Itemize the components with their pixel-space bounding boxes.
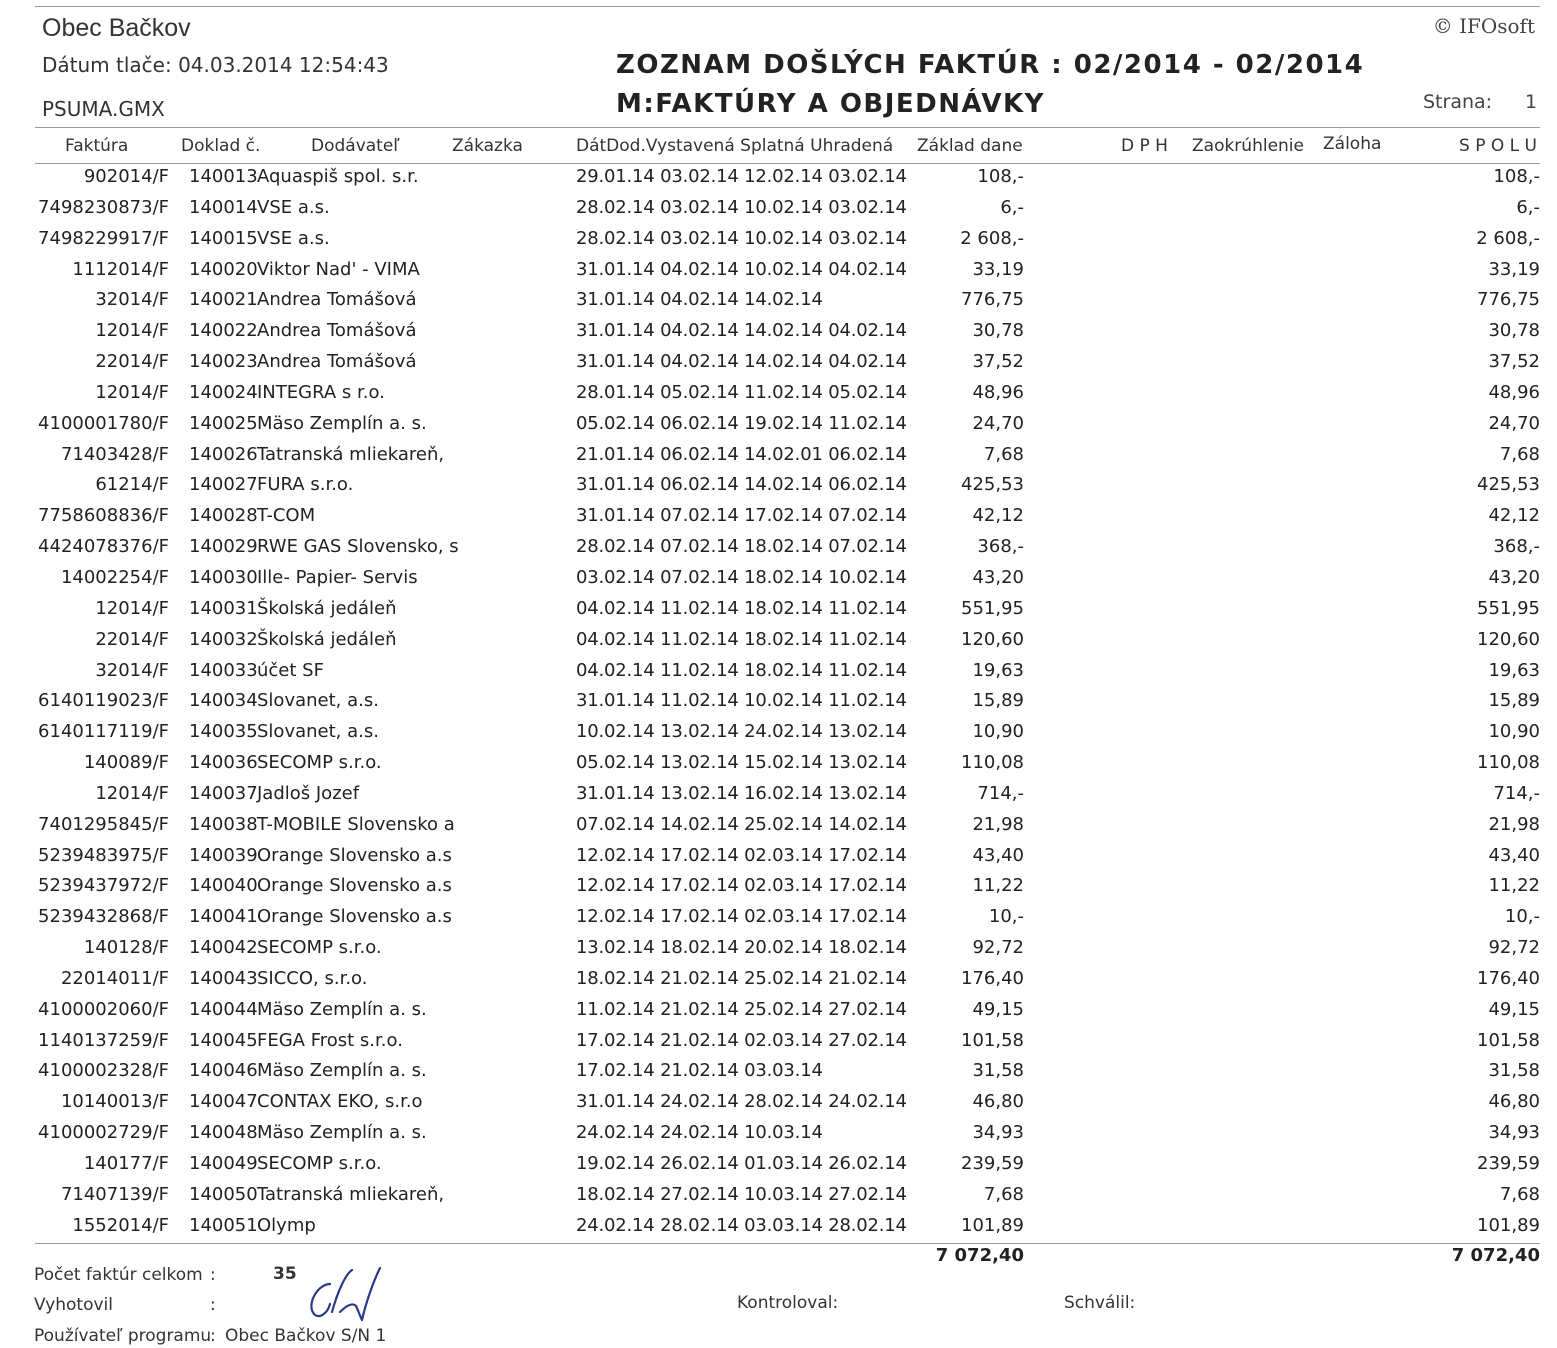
document-number: 140022 bbox=[189, 320, 258, 342]
supplier-name: SECOMP s.r.o. bbox=[257, 937, 382, 959]
invoice-number: 6140117119/F bbox=[38, 721, 169, 743]
document-number: 140040 bbox=[189, 875, 258, 897]
total-amount: 24,70 bbox=[1488, 412, 1540, 434]
invoice-number: 71403428/F bbox=[60, 443, 169, 465]
invoice-dates: 05.02.14 06.02.14 19.02.14 11.02.14 bbox=[576, 412, 907, 434]
invoice-dates: 05.02.14 13.02.14 15.02.14 13.02.14 bbox=[576, 752, 907, 774]
approved-by-label: Schválil: bbox=[1064, 1293, 1136, 1313]
total-amount: 551,95 bbox=[1477, 597, 1540, 619]
invoice-dates: 28.02.14 03.02.14 10.02.14 03.02.14 bbox=[576, 196, 907, 218]
tax-base-amount: 776,75 bbox=[961, 289, 1024, 311]
document-number: 140042 bbox=[189, 937, 258, 959]
document-number: 140029 bbox=[189, 536, 258, 558]
invoice-dates: 18.02.14 21.02.14 25.02.14 21.02.14 bbox=[576, 967, 907, 989]
document-number: 140024 bbox=[189, 381, 258, 403]
invoice-number: 4100002060/F bbox=[38, 998, 169, 1020]
tax-base-amount: 108,- bbox=[977, 166, 1024, 187]
invoice-number: 14002254/F bbox=[60, 566, 169, 588]
invoice-dates: 31.01.14 24.02.14 28.02.14 24.02.14 bbox=[576, 1091, 907, 1113]
tax-base-amount: 120,60 bbox=[961, 628, 1024, 650]
total-amount: 714,- bbox=[1493, 782, 1540, 804]
invoice-number: 22014/F bbox=[95, 351, 169, 373]
supplier-name: VSE a.s. bbox=[257, 227, 330, 249]
document-number: 140050 bbox=[189, 1183, 258, 1205]
total-amount: 33,19 bbox=[1488, 258, 1540, 280]
invoice-number: 22014011/F bbox=[60, 967, 169, 989]
invoice-table bbox=[0, 164, 1557, 1244]
table-row bbox=[0, 226, 1557, 257]
document-number: 140025 bbox=[189, 412, 258, 434]
tax-base-amount: 11,22 bbox=[972, 875, 1024, 897]
invoice-number: 4100002328/F bbox=[38, 1060, 169, 1082]
invoice-number: 12014/F bbox=[95, 782, 169, 804]
checked-by-label: Kontroloval: bbox=[737, 1293, 839, 1313]
total-amount: 425,53 bbox=[1477, 474, 1540, 496]
total-amount: 239,59 bbox=[1477, 1153, 1540, 1174]
table-row bbox=[0, 966, 1557, 997]
table-row bbox=[0, 287, 1557, 318]
tax-base-amount: 10,- bbox=[988, 906, 1024, 928]
document-number: 140030 bbox=[189, 566, 258, 588]
table-row bbox=[0, 442, 1557, 473]
invoice-dates: 19.02.14 26.02.14 01.03.14 26.02.14 bbox=[576, 1153, 907, 1174]
supplier-name: VSE a.s. bbox=[257, 196, 330, 218]
table-row bbox=[0, 318, 1557, 349]
invoice-dates: 17.02.14 21.02.14 02.03.14 27.02.14 bbox=[576, 1029, 907, 1051]
invoice-number: 5239483975/F bbox=[38, 844, 169, 866]
supplier-name: SECOMP s.r.o. bbox=[257, 1153, 382, 1174]
table-row bbox=[0, 997, 1557, 1028]
tax-base-amount: 92,72 bbox=[972, 937, 1024, 959]
total-amount: 34,93 bbox=[1488, 1122, 1540, 1144]
supplier-name: Jadloš Jozef bbox=[257, 782, 360, 804]
supplier-name: T-MOBILE Slovensko a bbox=[257, 813, 455, 835]
total-amount: 43,40 bbox=[1488, 844, 1540, 866]
tax-base-amount: 24,70 bbox=[972, 412, 1024, 434]
invoice-dates: 24.02.14 28.02.14 03.03.14 28.02.14 bbox=[576, 1214, 907, 1236]
table-row bbox=[0, 1120, 1557, 1151]
supplier-name: CONTAX EKO, s.r.o bbox=[257, 1091, 423, 1113]
table-bottom-rule bbox=[35, 1243, 1540, 1244]
document-number: 140044 bbox=[189, 998, 258, 1020]
invoice-number: 12014/F bbox=[95, 320, 169, 342]
column-header-total: S P O L U bbox=[1459, 136, 1537, 156]
column-header-supplier: Dodávateľ bbox=[311, 136, 400, 156]
total-amount: 101,89 bbox=[1477, 1214, 1540, 1236]
invoice-number: 71407139/F bbox=[60, 1183, 169, 1205]
table-row bbox=[0, 935, 1557, 966]
supplier-name: Andrea Tomášová bbox=[257, 320, 417, 342]
invoice-dates: 31.01.14 04.02.14 14.02.14 bbox=[576, 289, 823, 311]
invoice-number: 5239437972/F bbox=[38, 875, 169, 897]
total-amount: 19,63 bbox=[1488, 659, 1540, 681]
document-number: 140034 bbox=[189, 690, 258, 712]
invoice-count-value: 35 bbox=[273, 1264, 297, 1284]
total-amount: 31,58 bbox=[1488, 1060, 1540, 1082]
tax-base-amount: 34,93 bbox=[972, 1122, 1024, 1144]
supplier-name: FEGA Frost s.r.o. bbox=[257, 1029, 403, 1051]
table-row bbox=[0, 1151, 1557, 1182]
invoice-dates: 28.02.14 03.02.14 10.02.14 03.02.14 bbox=[576, 227, 907, 249]
table-row bbox=[0, 534, 1557, 565]
invoice-number: 140128/F bbox=[83, 937, 169, 959]
document-number: 140020 bbox=[189, 258, 258, 280]
document-number: 140045 bbox=[189, 1029, 258, 1051]
colon: : bbox=[210, 1295, 216, 1315]
total-amount: 368,- bbox=[1493, 536, 1540, 558]
table-row bbox=[0, 1182, 1557, 1213]
supplier-name: Slovanet, a.s. bbox=[257, 690, 379, 712]
supplier-name: Tatranská mliekareň, bbox=[257, 1183, 445, 1205]
total-amount: 15,89 bbox=[1488, 690, 1540, 712]
tax-base-amount: 239,59 bbox=[961, 1153, 1024, 1174]
supplier-name: Slovanet, a.s. bbox=[257, 721, 379, 743]
document-number: 140036 bbox=[189, 752, 258, 774]
tax-base-amount: 15,89 bbox=[972, 690, 1024, 712]
invoice-number: 4424078376/F bbox=[38, 536, 169, 558]
supplier-name: Mäso Zemplín a. s. bbox=[257, 998, 427, 1020]
colon: : bbox=[210, 1265, 216, 1285]
table-row bbox=[0, 565, 1557, 596]
tax-base-amount: 714,- bbox=[977, 782, 1024, 804]
invoice-number: 140089/F bbox=[83, 752, 169, 774]
invoice-dates: 31.01.14 13.02.14 16.02.14 13.02.14 bbox=[576, 782, 907, 804]
document-number: 140041 bbox=[189, 906, 258, 928]
supplier-name: Andrea Tomášová bbox=[257, 351, 417, 373]
table-row bbox=[0, 503, 1557, 534]
tax-base-amount: 48,96 bbox=[972, 381, 1024, 403]
program-user-label: Používateľ programu bbox=[34, 1326, 212, 1346]
invoice-dates: 11.02.14 21.02.14 25.02.14 27.02.14 bbox=[576, 998, 907, 1020]
supplier-name: Orange Slovensko a.s bbox=[257, 844, 452, 866]
supplier-name: Mäso Zemplín a. s. bbox=[257, 1060, 427, 1082]
supplier-name: RWE GAS Slovensko, s bbox=[257, 536, 459, 558]
supplier-name: Olymp bbox=[257, 1214, 316, 1236]
document-number: 140039 bbox=[189, 844, 258, 866]
table-row bbox=[0, 627, 1557, 658]
total-amount: 11,22 bbox=[1488, 875, 1540, 897]
total-amount: 6,- bbox=[1516, 196, 1540, 218]
invoice-dates: 04.02.14 11.02.14 18.02.14 11.02.14 bbox=[576, 597, 907, 619]
table-row bbox=[0, 1089, 1557, 1120]
tax-base-amount: 46,80 bbox=[972, 1091, 1024, 1113]
total-amount: 42,12 bbox=[1488, 505, 1540, 527]
issued-by-label: Vyhotovil bbox=[34, 1295, 113, 1315]
invoice-number: 32014/F bbox=[95, 289, 169, 311]
total-amount: 10,90 bbox=[1488, 721, 1540, 743]
tax-base-amount: 551,95 bbox=[961, 597, 1024, 619]
total-amount: 108,- bbox=[1493, 166, 1540, 187]
invoice-dates: 12.02.14 17.02.14 02.03.14 17.02.14 bbox=[576, 875, 907, 897]
invoice-dates: 31.01.14 11.02.14 10.02.14 11.02.14 bbox=[576, 690, 907, 712]
document-number: 140014 bbox=[189, 196, 258, 218]
total-amount: 120,60 bbox=[1477, 628, 1540, 650]
document-number: 140046 bbox=[189, 1060, 258, 1082]
invoice-number: 7498229917/F bbox=[38, 227, 169, 249]
supplier-name: Viktor Nad' - VIMA bbox=[257, 258, 420, 280]
report-subtitle: M:FAKTÚRY A OBJEDNÁVKY bbox=[616, 89, 1045, 119]
table-row bbox=[0, 904, 1557, 935]
total-amount: 776,75 bbox=[1477, 289, 1540, 311]
total-amount: 43,20 bbox=[1488, 566, 1540, 588]
total-amount: 92,72 bbox=[1488, 937, 1540, 959]
invoice-dates: 13.02.14 18.02.14 20.02.14 18.02.14 bbox=[576, 937, 907, 959]
column-header-vat: D P H bbox=[1121, 136, 1168, 156]
total-amount: 21,98 bbox=[1488, 813, 1540, 835]
header-rule-top bbox=[35, 127, 1540, 128]
table-row bbox=[0, 843, 1557, 874]
tax-base-amount: 2 608,- bbox=[960, 227, 1024, 249]
supplier-name: Školská jedáleň bbox=[257, 597, 397, 619]
total-amount: 30,78 bbox=[1488, 320, 1540, 342]
tax-base-amount: 6,- bbox=[1000, 196, 1024, 218]
document-number: 140027 bbox=[189, 474, 258, 496]
supplier-name: Školská jedáleň bbox=[257, 628, 397, 650]
tax-base-amount: 101,89 bbox=[961, 1214, 1024, 1236]
supplier-name: Mäso Zemplín a. s. bbox=[257, 1122, 427, 1144]
page-label: Strana: bbox=[1423, 91, 1493, 113]
supplier-name: Aquaspiš spol. s.r. bbox=[257, 166, 419, 187]
invoice-dates: 12.02.14 17.02.14 02.03.14 17.02.14 bbox=[576, 844, 907, 866]
total-amount: 101,58 bbox=[1477, 1029, 1540, 1051]
invoice-dates: 31.01.14 07.02.14 17.02.14 07.02.14 bbox=[576, 505, 907, 527]
tax-base-amount: 101,58 bbox=[961, 1029, 1024, 1051]
invoice-dates: 31.01.14 04.02.14 10.02.14 04.02.14 bbox=[576, 258, 907, 280]
invoice-number: 6140119023/F bbox=[38, 690, 169, 712]
invoice-dates: 07.02.14 14.02.14 25.02.14 14.02.14 bbox=[576, 813, 907, 835]
document-number: 140049 bbox=[189, 1153, 258, 1174]
total-amount: 7,68 bbox=[1499, 443, 1540, 465]
document-number: 140035 bbox=[189, 721, 258, 743]
invoice-dates: 10.02.14 13.02.14 24.02.14 13.02.14 bbox=[576, 721, 907, 743]
supplier-name: INTEGRA s r.o. bbox=[257, 381, 385, 403]
document-number: 140032 bbox=[189, 628, 258, 650]
colon: : bbox=[210, 1326, 216, 1346]
tax-base-amount: 31,58 bbox=[972, 1060, 1024, 1082]
invoice-number: 32014/F bbox=[95, 659, 169, 681]
document-number: 140031 bbox=[189, 597, 258, 619]
supplier-name: Tatranská mliekareň, bbox=[257, 443, 445, 465]
supplier-name: Ille- Papier- Servis bbox=[257, 566, 418, 588]
document-number: 140023 bbox=[189, 351, 258, 373]
document-number: 140026 bbox=[189, 443, 258, 465]
document-number: 140015 bbox=[189, 227, 258, 249]
invoice-dates: 21.01.14 06.02.14 14.02.01 06.02.14 bbox=[576, 443, 907, 465]
table-row bbox=[0, 688, 1557, 719]
supplier-name: Orange Slovensko a.s bbox=[257, 875, 452, 897]
table-row bbox=[0, 411, 1557, 442]
invoice-count-label: Počet faktúr celkom bbox=[34, 1265, 203, 1285]
column-header-invoice: Faktúra bbox=[65, 136, 129, 156]
supplier-name: Andrea Tomášová bbox=[257, 289, 417, 311]
total-amount: 37,52 bbox=[1488, 351, 1540, 373]
invoice-number: 7401295845/F bbox=[38, 813, 169, 835]
supplier-name: účet SF bbox=[257, 659, 324, 681]
table-row bbox=[0, 1058, 1557, 1089]
document-number: 140021 bbox=[189, 289, 258, 311]
tax-base-amount: 19,63 bbox=[972, 659, 1024, 681]
column-header-tax-base: Základ dane bbox=[917, 136, 1023, 156]
tax-base-amount: 425,53 bbox=[961, 474, 1024, 496]
supplier-name: Orange Slovensko a.s bbox=[257, 906, 452, 928]
total-amount: 10,- bbox=[1504, 906, 1540, 928]
print-date: Dátum tlače: 04.03.2014 12:54:43 bbox=[42, 53, 389, 77]
column-header-dates: DátDod.Vystavená Splatná Uhradená bbox=[576, 136, 894, 156]
invoice-number: 12014/F bbox=[95, 381, 169, 403]
supplier-name: SICCO, s.r.o. bbox=[257, 967, 368, 989]
table-row bbox=[0, 596, 1557, 627]
organization-name: Obec Bačkov bbox=[42, 14, 191, 42]
table-row bbox=[0, 349, 1557, 380]
supplier-name: T-COM bbox=[257, 505, 316, 527]
tax-base-amount: 176,40 bbox=[961, 967, 1024, 989]
column-header-doc-no: Doklad č. bbox=[181, 136, 261, 156]
tax-base-amount: 7,68 bbox=[983, 1183, 1024, 1205]
invoice-number: 140177/F bbox=[83, 1153, 169, 1174]
document-number: 140043 bbox=[189, 967, 258, 989]
invoice-dates: 17.02.14 21.02.14 03.03.14 bbox=[576, 1060, 823, 1082]
document-number: 140037 bbox=[189, 782, 258, 804]
tax-base-amount: 37,52 bbox=[972, 351, 1024, 373]
copyright-notice: © IFOsoft bbox=[1432, 14, 1535, 38]
program-user-value: Obec Bačkov S/N 1 bbox=[225, 1326, 387, 1346]
invoice-number: 12014/F bbox=[95, 597, 169, 619]
total-amount: 2 608,- bbox=[1476, 227, 1540, 249]
invoice-dates: 28.02.14 07.02.14 18.02.14 07.02.14 bbox=[576, 536, 907, 558]
tax-base-amount: 110,08 bbox=[961, 752, 1024, 774]
handwritten-signature bbox=[300, 1262, 385, 1324]
invoice-dates: 03.02.14 07.02.14 18.02.14 10.02.14 bbox=[576, 566, 907, 588]
invoice-number: 1112014/F bbox=[72, 258, 169, 280]
total-amount: 46,80 bbox=[1488, 1091, 1540, 1113]
total-amount: 49,15 bbox=[1488, 998, 1540, 1020]
invoice-number: 10140013/F bbox=[60, 1091, 169, 1113]
tax-base-amount: 30,78 bbox=[972, 320, 1024, 342]
document-number: 140033 bbox=[189, 659, 258, 681]
total-amount: 176,40 bbox=[1477, 967, 1540, 989]
grand-total-sum: 7 072,40 bbox=[1451, 1245, 1540, 1266]
supplier-name: Mäso Zemplín a. s. bbox=[257, 412, 427, 434]
table-row bbox=[0, 380, 1557, 411]
tax-base-amount: 7,68 bbox=[983, 443, 1024, 465]
report-file-name: PSUMA.GMX bbox=[42, 97, 165, 121]
invoice-number: 1552014/F bbox=[72, 1214, 169, 1236]
invoice-number: 61214/F bbox=[95, 474, 169, 496]
document-number: 140051 bbox=[189, 1214, 258, 1236]
invoice-dates: 12.02.14 17.02.14 02.03.14 17.02.14 bbox=[576, 906, 907, 928]
invoice-dates: 31.01.14 06.02.14 14.02.14 06.02.14 bbox=[576, 474, 907, 496]
invoice-dates: 31.01.14 04.02.14 14.02.14 04.02.14 bbox=[576, 320, 907, 342]
document-number: 140048 bbox=[189, 1122, 258, 1144]
document-number: 140028 bbox=[189, 505, 258, 527]
tax-base-amount: 10,90 bbox=[972, 721, 1024, 743]
table-row bbox=[0, 781, 1557, 812]
tax-base-sum: 7 072,40 bbox=[935, 1245, 1024, 1266]
total-amount: 48,96 bbox=[1488, 381, 1540, 403]
supplier-name: SECOMP s.r.o. bbox=[257, 752, 382, 774]
tax-base-amount: 368,- bbox=[977, 536, 1024, 558]
invoice-dates: 31.01.14 04.02.14 14.02.14 04.02.14 bbox=[576, 351, 907, 373]
document-number: 140013 bbox=[189, 166, 258, 187]
document-number: 140038 bbox=[189, 813, 258, 835]
column-header-advance: Záloha bbox=[1323, 134, 1382, 154]
invoice-number: 5239432868/F bbox=[38, 906, 169, 928]
top-rule bbox=[35, 6, 1540, 7]
tax-base-amount: 43,20 bbox=[972, 566, 1024, 588]
column-header-order: Zákazka bbox=[452, 136, 523, 156]
column-header-rounding: Zaokrúhlenie bbox=[1192, 136, 1304, 156]
table-row bbox=[0, 812, 1557, 843]
invoice-number: 22014/F bbox=[95, 628, 169, 650]
invoice-number: 1140137259/F bbox=[38, 1029, 169, 1051]
table-row bbox=[0, 164, 1557, 195]
invoice-dates: 04.02.14 11.02.14 18.02.14 11.02.14 bbox=[576, 659, 907, 681]
tax-base-amount: 21,98 bbox=[972, 813, 1024, 835]
invoice-dates: 18.02.14 27.02.14 10.03.14 27.02.14 bbox=[576, 1183, 907, 1205]
table-row bbox=[0, 472, 1557, 503]
tax-base-amount: 33,19 bbox=[972, 258, 1024, 280]
table-row bbox=[0, 1213, 1557, 1244]
invoice-dates: 04.02.14 11.02.14 18.02.14 11.02.14 bbox=[576, 628, 907, 650]
invoice-dates: 28.01.14 05.02.14 11.02.14 05.02.14 bbox=[576, 381, 907, 403]
table-row bbox=[0, 195, 1557, 226]
supplier-name: FURA s.r.o. bbox=[257, 474, 354, 496]
page-number: 1 bbox=[1525, 91, 1538, 113]
table-row bbox=[0, 658, 1557, 689]
table-row bbox=[0, 719, 1557, 750]
invoice-number: 7758608836/F bbox=[38, 505, 169, 527]
document-number: 140047 bbox=[189, 1091, 258, 1113]
total-amount: 110,08 bbox=[1477, 752, 1540, 774]
invoice-number: 902014/F bbox=[83, 166, 169, 187]
invoice-number: 4100002729/F bbox=[38, 1122, 169, 1144]
table-row bbox=[0, 873, 1557, 904]
tax-base-amount: 43,40 bbox=[972, 844, 1024, 866]
tax-base-amount: 42,12 bbox=[972, 505, 1024, 527]
invoice-number: 4100001780/F bbox=[38, 412, 169, 434]
table-row bbox=[0, 750, 1557, 781]
table-row bbox=[0, 1028, 1557, 1059]
invoice-dates: 24.02.14 24.02.14 10.03.14 bbox=[576, 1122, 823, 1144]
total-amount: 7,68 bbox=[1499, 1183, 1540, 1205]
table-row bbox=[0, 257, 1557, 288]
invoice-dates: 29.01.14 03.02.14 12.02.14 03.02.14 bbox=[576, 166, 907, 187]
report-title: ZOZNAM DOŠLÝCH FAKTÚR : 02/2014 - 02/2014 bbox=[616, 50, 1365, 80]
tax-base-amount: 49,15 bbox=[972, 998, 1024, 1020]
invoice-number: 7498230873/F bbox=[38, 196, 169, 218]
